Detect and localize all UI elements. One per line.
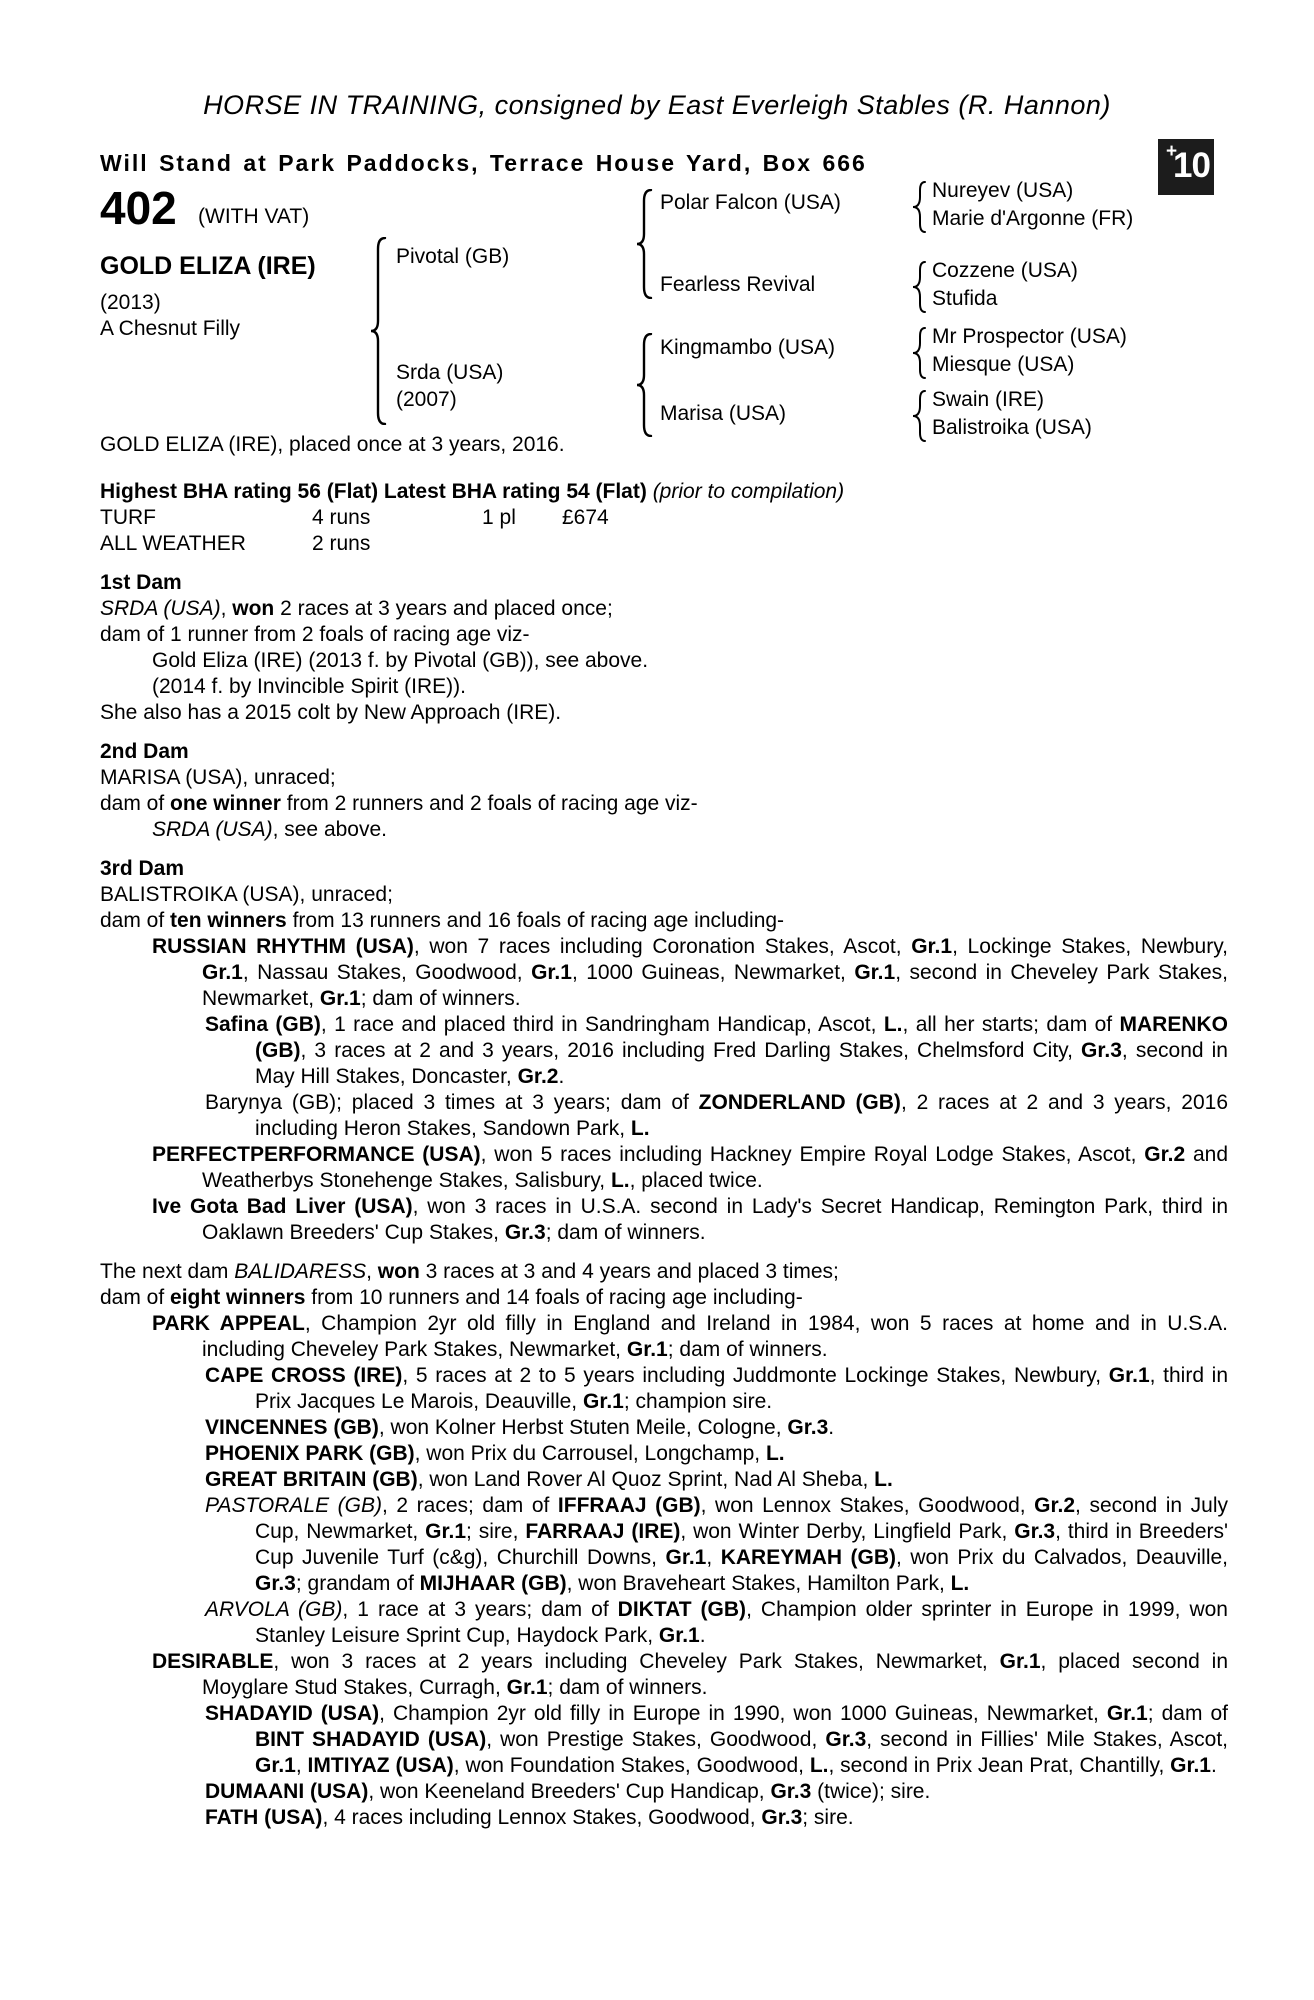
- text-run: ,: [220, 597, 233, 620]
- text-run: Gr.3: [1014, 1520, 1056, 1543]
- text-run: , won Prestige Stakes, Goodwood,: [486, 1728, 826, 1751]
- text-run: L.: [765, 1442, 785, 1465]
- text-run: , won Prix du Calvados, Deauville,: [896, 1546, 1229, 1569]
- text-run: BALISTROIKA (USA), unraced;: [100, 883, 393, 906]
- text-run: , 1 race and placed third in Sandringham Handicap, Ascot,: [320, 1013, 884, 1036]
- text-run: , won Foundation Stakes, Goodwood,: [453, 1754, 810, 1777]
- text-run: won: [232, 597, 275, 620]
- text-run: Gr.3: [770, 1780, 812, 1803]
- text-run: dam of: [100, 792, 171, 815]
- text-run: MARENKO (GB): [255, 1013, 1229, 1062]
- text-run: , won Kolner Herbst Stuten Meile, Cologne,: [378, 1416, 788, 1439]
- rating-note: (prior to compilation): [652, 480, 845, 503]
- gen3-name: Balistroika (USA): [932, 416, 1092, 439]
- text-run: , third in Breeders' Cup Juvenile Turf (c&g), Churchill Downs,: [255, 1520, 1229, 1569]
- text-run: won: [377, 1260, 420, 1283]
- text-run: Gr.1: [1108, 1364, 1150, 1387]
- text-run: Gr.1: [999, 1650, 1041, 1673]
- text-run: , Lockinge Stakes, Newbury,: [952, 935, 1229, 958]
- text-run: , 2 races; dam of: [382, 1494, 558, 1517]
- section-heading: 2nd Dam: [100, 740, 189, 763]
- text-run: Gr.3: [255, 1572, 296, 1595]
- pedigree-paragraph: [100, 1012, 1228, 1090]
- pedigree-paragraph: [100, 934, 1228, 1012]
- pedigree-paragraph: [100, 1805, 1228, 1831]
- text-run: The next dam: [100, 1260, 235, 1283]
- text-run: , 5 races at 2 to 5 years including Juddmonte Lockinge Stakes, Newbury,: [402, 1364, 1109, 1387]
- text-run: ; sire.: [802, 1806, 854, 1829]
- surface-label: TURF: [100, 506, 156, 529]
- text-run: PERFECTPERFORMANCE (USA): [152, 1143, 481, 1166]
- text-run: DESIRABLE: [152, 1650, 274, 1673]
- text-run: Gr.1: [506, 1676, 548, 1699]
- text-run: , Nassau Stakes, Goodwood,: [242, 961, 532, 984]
- text-run: L.: [950, 1572, 970, 1595]
- text-run: , 4 races including Lennox Stakes, Goodwood,: [322, 1806, 762, 1829]
- text-run: Gr.1: [911, 935, 953, 958]
- text-run: , second in Fillies' Mile Stakes, Ascot,: [866, 1728, 1228, 1751]
- text-run: , won 3 races in U.S.A. second in Lady's Secret Handicap, Remington Park, third in Oaklawn Breeders' Cup Stakes,: [202, 1195, 1228, 1244]
- text-run: CAPE CROSS (IRE): [205, 1364, 403, 1387]
- text-run: .: [699, 1624, 706, 1647]
- text-run: , won Prix du Carrousel, Longchamp,: [414, 1442, 766, 1465]
- text-run: Gr.1: [854, 961, 896, 984]
- text-run: , second in Cheveley Park Stakes, Newmarket,: [202, 961, 1228, 1010]
- text-run: , Champion 2yr old filly in England and Ireland in 1984, won 5 races at home and in U.S.A. including Cheveley Park Stakes, Newmarket,: [202, 1312, 1228, 1361]
- text-run: ; sire,: [466, 1520, 526, 1543]
- rating-bold-text: Highest BHA rating 56 (Flat) Latest BHA rating 54 (Flat): [100, 480, 647, 503]
- text-run: Barynya (GB); placed 3 times at 3 years; dam of: [205, 1091, 699, 1114]
- text-run: , won Lennox Stakes, Goodwood,: [700, 1494, 1035, 1517]
- dam-section: [100, 856, 1228, 1246]
- text-run: SHADAYID (USA): [205, 1702, 380, 1725]
- pedigree-paragraph: [100, 596, 1228, 622]
- pedigree-paragraph: [100, 1597, 1228, 1649]
- gen3-name: Stufida: [932, 287, 998, 310]
- pedigree-paragraph: [100, 1259, 1228, 1285]
- gen3-name: Miesque (USA): [932, 353, 1075, 376]
- text-run: , 2 races at 2 and 3 years, 2016 including Heron Stakes, Sandown Park,: [255, 1091, 1228, 1140]
- gen3-name: Marie d'Argonne (FR): [932, 207, 1134, 230]
- text-run: PARK APPEAL: [152, 1312, 305, 1335]
- text-run: PASTORALE (GB): [205, 1494, 382, 1517]
- text-run: Ive Gota Bad Liver (USA): [152, 1195, 413, 1218]
- gen3-name: Nureyev (USA): [932, 179, 1074, 202]
- gen3-name: Swain (IRE): [932, 388, 1045, 411]
- text-run: Gr.1: [255, 1754, 296, 1777]
- text-run: Gr.1: [425, 1520, 467, 1543]
- placed-value: [482, 531, 562, 557]
- lot-number: 402: [100, 182, 177, 234]
- race-summary: GOLD ELIZA (IRE), placed once at 3 years, 2016.: [100, 433, 565, 456]
- text-run: , 3 races at 2 and 3 years, 2016 including Fred Darling Stakes, Chelmsford City,: [300, 1039, 1082, 1062]
- gen2-brace-sire-icon: [636, 189, 654, 299]
- text-run: dam of: [100, 1286, 171, 1309]
- text-run: ; grandam of: [295, 1572, 420, 1595]
- text-run: Gr.3: [504, 1221, 546, 1244]
- dam-name: Srda (USA): [396, 361, 504, 384]
- text-run: GREAT BRITAIN (GB): [205, 1468, 418, 1491]
- text-run: ; dam of winners.: [667, 1338, 828, 1361]
- text-run: DUMAANI (USA): [205, 1780, 369, 1803]
- pedigree-paragraph: [100, 700, 1228, 726]
- text-run: ,: [706, 1546, 721, 1569]
- lot-name: GOLD ELIZA (IRE): [100, 252, 316, 280]
- pedigree-paragraph: [100, 908, 1228, 934]
- pedigree-paragraph: [100, 648, 1228, 674]
- vat-note: (WITH VAT): [198, 205, 310, 228]
- text-run: ARVOLA (GB): [205, 1598, 343, 1621]
- text-run: , Champion older sprinter in Europe in 1999, won Stanley Leisure Sprint Cup, Haydock Park,: [255, 1598, 1228, 1647]
- text-run: , won Land Rover Al Quoz Sprint, Nad Al Sheba,: [417, 1468, 875, 1491]
- text-run: ; champion sire.: [623, 1390, 773, 1413]
- pedigree-paragraph: [100, 1194, 1228, 1246]
- text-run: , third in Prix Jacques Le Marois, Deauville,: [255, 1364, 1229, 1413]
- pedigree-paragraph: [100, 1467, 1228, 1493]
- dam-section: [100, 1259, 1228, 1831]
- catalogue-body: [100, 432, 1228, 1831]
- lot-description: A Chesnut Filly: [100, 317, 241, 340]
- text-run: , won Braveheart Stakes, Hamilton Park,: [566, 1572, 951, 1595]
- text-run: , see above.: [272, 818, 387, 841]
- text-run: Gr.1: [1106, 1702, 1148, 1725]
- section-heading: 1st Dam: [100, 571, 182, 594]
- text-run: Gr.1: [665, 1546, 707, 1569]
- dam-sections: [100, 570, 1228, 1831]
- pedigree-paragraph: [100, 622, 1228, 648]
- text-run: L.: [809, 1754, 829, 1777]
- text-run: .: [828, 1416, 835, 1439]
- text-run: Gr.1: [626, 1338, 668, 1361]
- text-run: ; dam of winners.: [360, 987, 521, 1010]
- text-run: ; dam of winners.: [547, 1676, 708, 1699]
- gen2-name: Marisa (USA): [660, 402, 787, 425]
- text-run: , second in May Hill Stakes, Doncaster,: [255, 1039, 1228, 1088]
- text-run: Gr.3: [787, 1416, 829, 1439]
- text-run: .: [1211, 1754, 1217, 1777]
- earnings-value: £674: [562, 506, 609, 529]
- text-run: Gr.2: [1144, 1143, 1186, 1166]
- text-run: , won 3 races at 2 years including Cheveley Park Stakes, Newmarket,: [273, 1650, 1000, 1673]
- text-run: , placed twice.: [629, 1169, 763, 1192]
- gen2-name: Polar Falcon (USA): [660, 191, 841, 214]
- text-run: Gr.1: [658, 1624, 700, 1647]
- surface-label: ALL WEATHER: [100, 532, 246, 555]
- pedigree-paragraph: [100, 674, 1228, 700]
- text-run: KAREYMAH (GB): [720, 1546, 897, 1569]
- text-run: , Champion 2yr old filly in Europe in 1990, won 1000 Guineas, Newmarket,: [379, 1702, 1107, 1725]
- text-run: dam of 1 runner from 2 foals of racing age viz-: [100, 623, 530, 646]
- text-run: SRDA (USA): [100, 597, 221, 620]
- text-run: BALIDARESS: [234, 1260, 367, 1283]
- gen3-name: Mr Prospector (USA): [932, 325, 1127, 348]
- text-run: from 2 runners and 2 foals of racing age viz-: [280, 792, 698, 815]
- pedigree-paragraph: [100, 1649, 1228, 1701]
- dam-section: [100, 570, 1228, 726]
- text-run: one winner: [170, 792, 281, 815]
- text-run: , won 5 races including Hackney Empire Royal Lodge Stakes, Ascot,: [480, 1143, 1145, 1166]
- bha-rating-line: [100, 479, 1228, 505]
- text-run: DIKTAT (GB): [617, 1598, 747, 1621]
- pedigree-paragraph: [100, 1090, 1228, 1142]
- text-run: Gr.1: [319, 987, 361, 1010]
- text-run: , 1 race at 3 years; dam of: [342, 1598, 618, 1621]
- text-run: , 1000 Guineas, Newmarket,: [571, 961, 855, 984]
- text-run: Safina (GB): [205, 1013, 321, 1036]
- pedigree-paragraph: [100, 1285, 1228, 1311]
- gen3-name: Cozzene (USA): [932, 259, 1078, 282]
- race-record-row: [100, 531, 1228, 557]
- text-run: Gr.1: [202, 961, 243, 984]
- text-run: She also has a 2015 colt by New Approach (IRE).: [100, 701, 562, 724]
- text-run: from 10 runners and 14 foals of racing age including-: [305, 1286, 803, 1309]
- gen2-name: Fearless Revival: [660, 273, 816, 296]
- plus-sign: +: [1166, 141, 1178, 162]
- text-run: ZONDERLAND (GB): [698, 1091, 901, 1114]
- text-run: ,: [295, 1754, 308, 1777]
- placed-value: 1 pl: [482, 506, 516, 529]
- text-run: , won 7 races including Coronation Stakes, Ascot,: [413, 935, 912, 958]
- pedigree-paragraph: [100, 791, 1228, 817]
- text-run: Gr.1: [1170, 1754, 1211, 1777]
- text-run: eight winners: [170, 1286, 306, 1309]
- text-run: Gr.3: [761, 1806, 803, 1829]
- text-run: Gr.1: [531, 961, 572, 984]
- text-run: 3 races at 3 and 4 years and placed 3 times;: [419, 1260, 839, 1283]
- text-run: FATH (USA): [205, 1806, 323, 1829]
- text-run: Gold Eliza (IRE) (2013 f. by Pivotal (GB)), see above.: [152, 649, 649, 672]
- text-run: Gr.3: [1081, 1039, 1122, 1062]
- text-run: VINCENNES (GB): [205, 1416, 379, 1439]
- text-run: , placed second in Moyglare Stud Stakes, Curragh,: [202, 1650, 1228, 1699]
- pedigree-paragraph: [100, 1701, 1228, 1779]
- race-record-row: [100, 505, 1228, 531]
- text-run: , won Keeneland Breeders' Cup Handicap,: [368, 1780, 771, 1803]
- text-run: ; dam of winners.: [545, 1221, 706, 1244]
- gen3-brace-icon: [912, 261, 928, 313]
- text-run: , second in July Cup, Newmarket,: [255, 1494, 1228, 1543]
- text-run: , won Winter Derby, Lingfield Park,: [680, 1520, 1015, 1543]
- text-run: BINT SHADAYID (USA): [255, 1728, 487, 1751]
- dam-year: (2007): [396, 388, 457, 411]
- text-run: Gr.2: [1034, 1494, 1076, 1517]
- text-run: SRDA (USA): [152, 818, 273, 841]
- text-run: Gr.2: [517, 1065, 559, 1088]
- text-run: (2014 f. by Invincible Spirit (IRE)).: [152, 675, 466, 698]
- text-run: .: [558, 1065, 565, 1088]
- text-run: ; dam of: [1147, 1702, 1228, 1725]
- pedigree-paragraph: [100, 1415, 1228, 1441]
- gen3-brace-icon: [912, 181, 928, 233]
- text-run: and Weatherbys Stonehenge Stakes, Salisbury,: [202, 1143, 1228, 1192]
- text-run: dam of: [100, 909, 171, 932]
- text-run: L.: [610, 1169, 630, 1192]
- pedigree-paragraph: [100, 882, 1228, 908]
- sire-name: Pivotal (GB): [396, 245, 510, 268]
- text-run: FARRAAJ (IRE): [525, 1520, 681, 1543]
- text-run: ,: [366, 1260, 378, 1283]
- gen3-brace-icon: [912, 327, 928, 379]
- gen1-brace-icon: [370, 237, 388, 425]
- text-run: IMTIYAZ (USA): [307, 1754, 454, 1777]
- dam-section: [100, 739, 1228, 843]
- stand-location-line: Will Stand at Park Paddocks, Terrace House Yard, Box 666: [100, 150, 867, 176]
- text-run: Gr.3: [825, 1728, 867, 1751]
- pedigree-paragraph: [100, 817, 1228, 843]
- text-run: , second in Prix Jean Prat, Chantilly,: [828, 1754, 1171, 1777]
- text-run: L.: [630, 1117, 650, 1140]
- text-run: (twice); sire.: [811, 1780, 931, 1803]
- text-run: Gr.1: [582, 1390, 624, 1413]
- text-run: L.: [883, 1013, 903, 1036]
- gen2-name: Kingmambo (USA): [660, 336, 836, 359]
- text-run: , all her starts; dam of: [902, 1013, 1120, 1036]
- text-run: 2 races at 3 years and placed once;: [274, 597, 613, 620]
- text-run: RUSSIAN RHYTHM (USA): [152, 935, 414, 958]
- text-run: MIJHAAR (GB): [419, 1572, 567, 1595]
- text-run: ten winners: [170, 909, 287, 932]
- pedigree-paragraph: [100, 1493, 1228, 1597]
- section-heading: 3rd Dam: [100, 857, 185, 880]
- runs-value: 2 runs: [312, 532, 371, 555]
- badge-number: 10: [1173, 146, 1210, 185]
- pedigree-paragraph: [100, 1311, 1228, 1363]
- runs-value: 4 runs: [312, 506, 371, 529]
- text-run: from 13 runners and 16 foals of racing age including-: [286, 909, 785, 932]
- earnings-value: [562, 531, 1228, 557]
- text-run: MARISA (USA), unraced;: [100, 766, 336, 789]
- pedigree-paragraph: [100, 1779, 1228, 1805]
- race-record-table: [100, 505, 1228, 557]
- pedigree-paragraph: [100, 1363, 1228, 1415]
- pedigree-table: [0, 0, 1314, 439]
- gen2-brace-dam-icon: [636, 333, 654, 437]
- pedigree-paragraph: [100, 1441, 1228, 1467]
- text-run: L.: [874, 1468, 893, 1491]
- text-run: PHOENIX PARK (GB): [205, 1442, 415, 1465]
- page-title: HORSE IN TRAINING, consigned by East Everleigh Stables (R. Hannon): [203, 90, 1111, 120]
- text-run: IFFRAAJ (GB): [557, 1494, 701, 1517]
- pedigree-paragraph: [100, 765, 1228, 791]
- pedigree-paragraph: [100, 1142, 1228, 1194]
- lot-foaled-year: (2013): [100, 291, 161, 314]
